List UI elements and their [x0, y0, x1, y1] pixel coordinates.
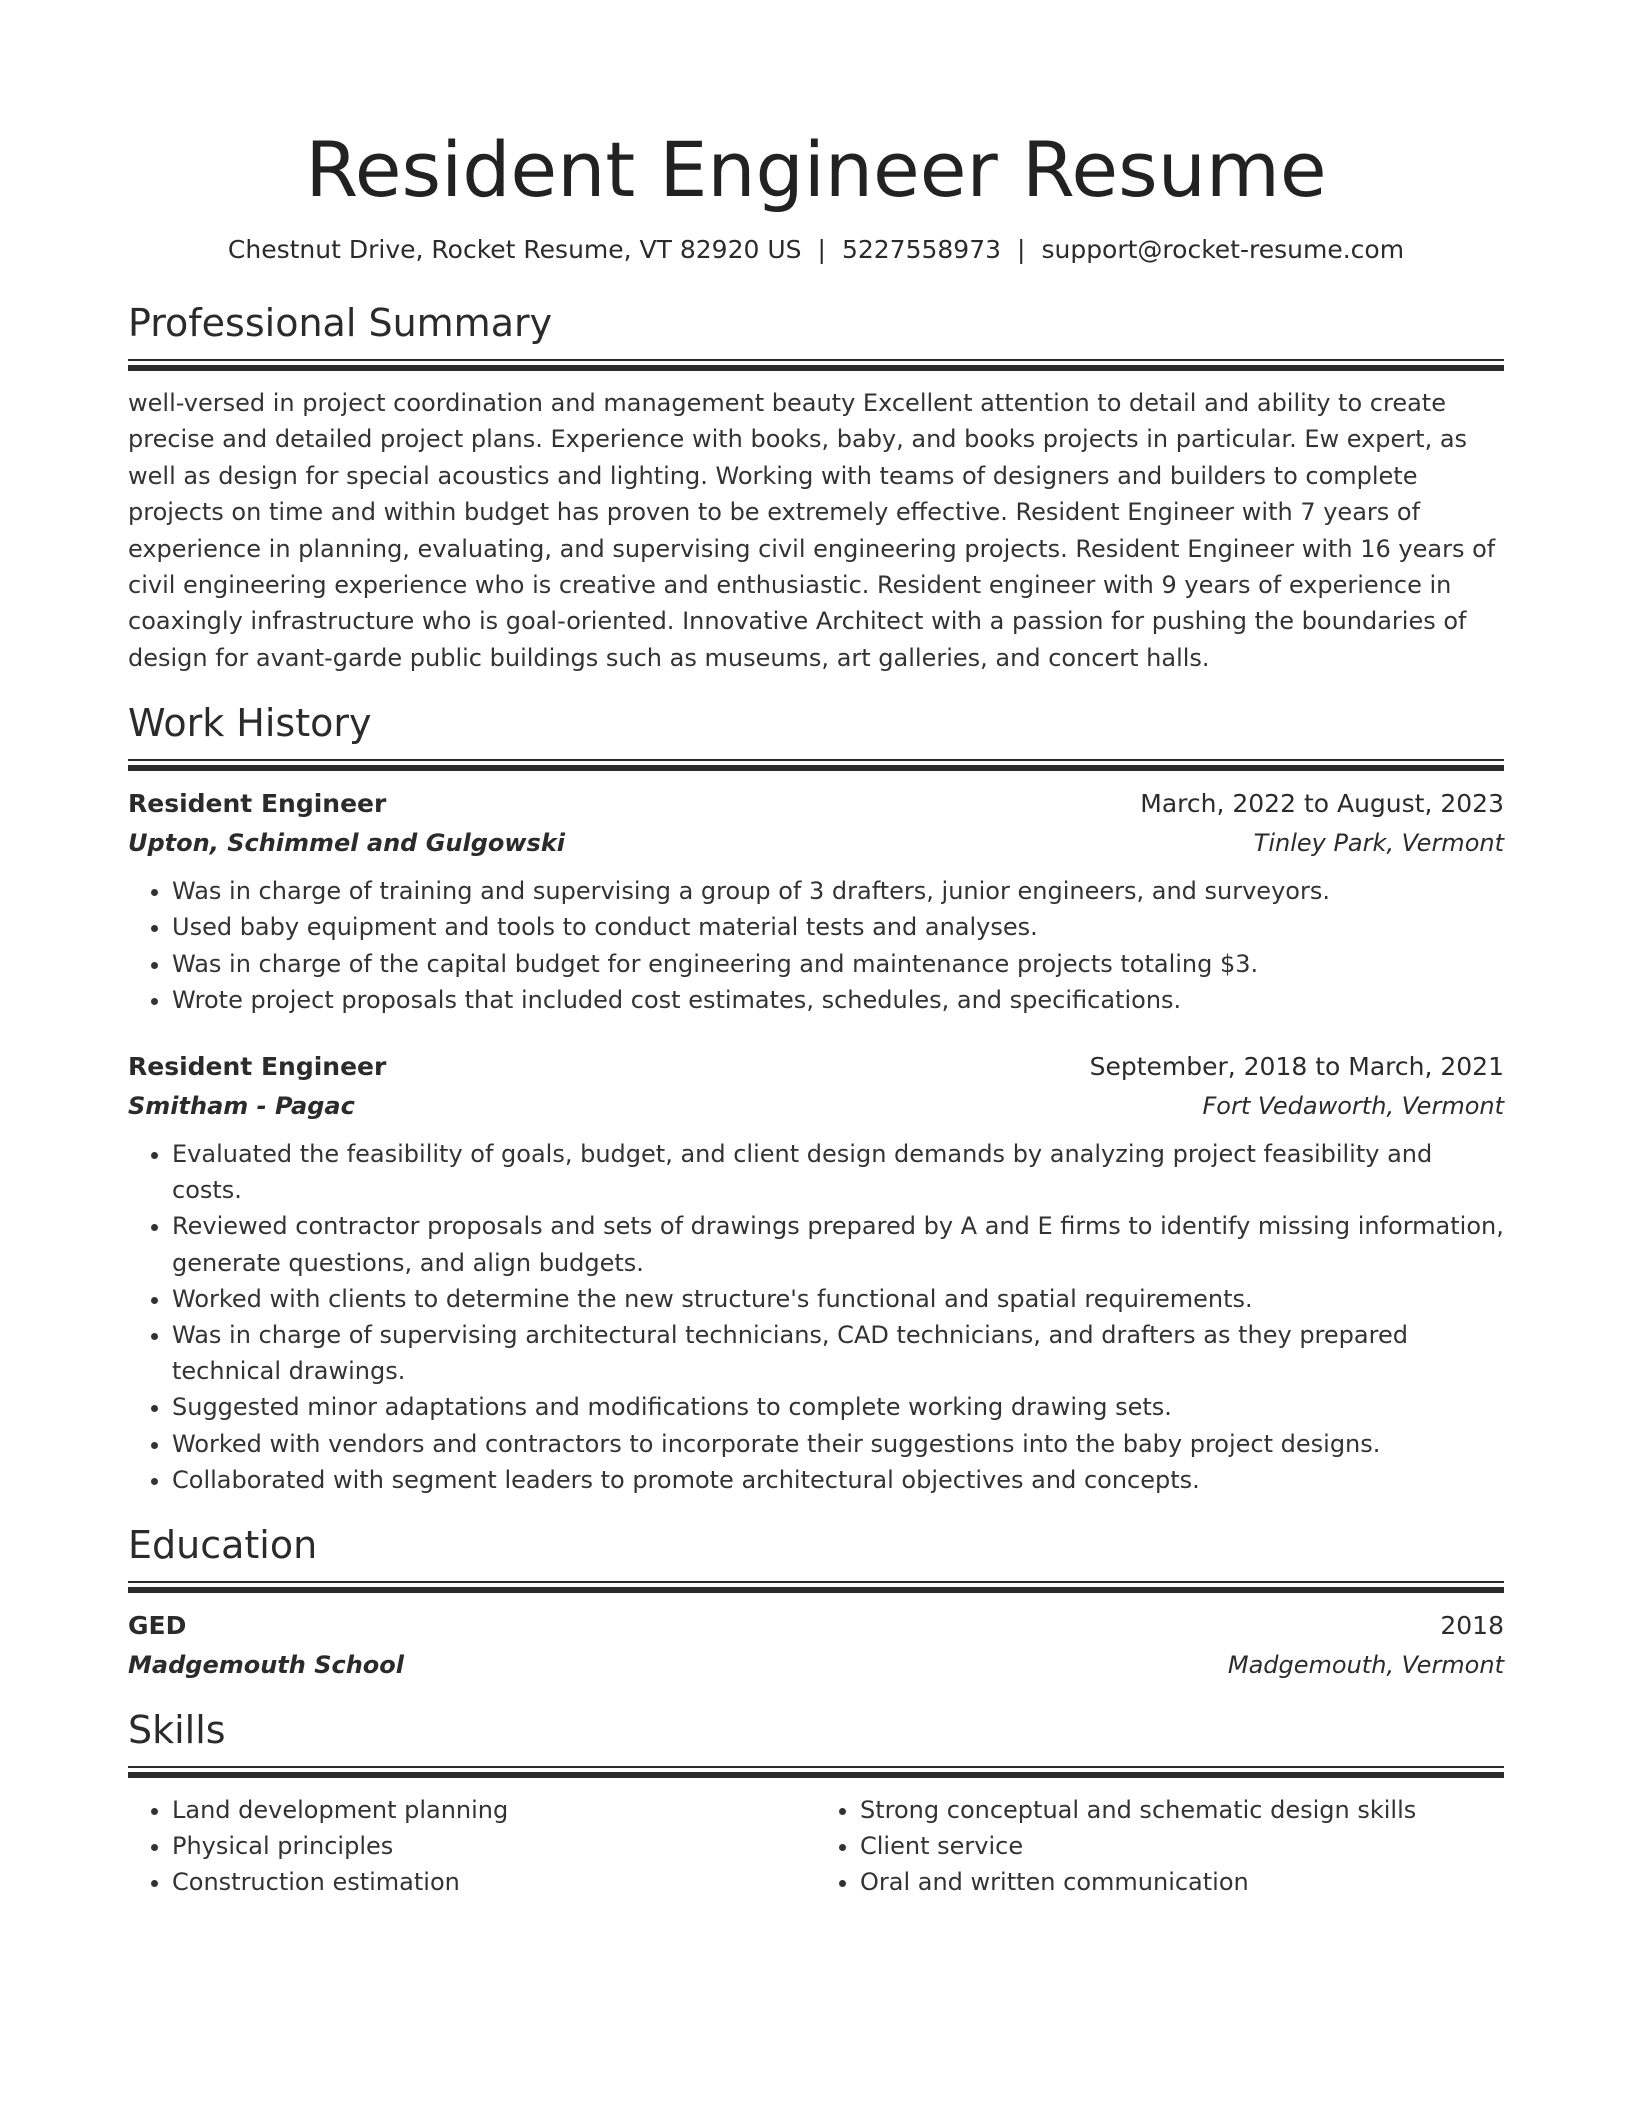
resume-title: Resident Engineer Resume [305, 125, 1327, 214]
job-entry [128, 1048, 1504, 1498]
education-header-row [128, 1607, 1504, 1645]
job-bullet: • Collaborated with segment leaders to promote architectural objectives and concepts. [172, 1462, 1504, 1498]
work-history-section [128, 698, 1504, 1498]
job-bullet: • Was in charge of supervising architectural technicians, CAD technicians, and drafters as they prepared technical drawings. [172, 1317, 1504, 1389]
skill-item: • Construction estimation [172, 1864, 816, 1900]
section-divider [128, 1766, 1504, 1778]
section-heading-skills: Skills [128, 1708, 226, 1753]
job-bullet: • Worked with clients to determine the new structure's functional and spatial requirements. [172, 1281, 1504, 1317]
job-header-row [128, 785, 1504, 823]
contact-separator: | [817, 235, 826, 264]
contact-email: support@rocket-resume.com [1041, 235, 1405, 264]
job-dates: March, 2022 to August, 2023 [1140, 789, 1504, 819]
job-bullet: • Suggested minor adaptations and modifications to complete working drawing sets. [172, 1389, 1504, 1425]
job-bullet: • Worked with vendors and contractors to incorporate their suggestions into the baby project designs. [172, 1426, 1504, 1462]
skills-column-left [128, 1792, 816, 1900]
contact-phone: 5227558973 [841, 235, 1002, 264]
job-location: Fort Vedaworth, Vermont [1202, 1092, 1504, 1121]
job-bullet-list [128, 1136, 1504, 1498]
section-heading-education: Education [128, 1523, 318, 1568]
job-company-row [128, 1086, 1504, 1126]
section-heading-summary: Professional Summary [128, 301, 553, 345]
section-heading-work-history: Work History [128, 701, 372, 746]
section-divider [128, 759, 1504, 771]
job-company-row [128, 823, 1504, 863]
contact-address: Chestnut Drive, Rocket Resume, VT 82920 US [227, 235, 802, 264]
job-title: Resident Engineer [128, 1052, 387, 1082]
education-location: Madgemouth, Vermont [1227, 1651, 1504, 1680]
skill-item: • Land development planning [172, 1792, 816, 1828]
resume-page [128, 0, 1504, 1900]
education-entry [128, 1607, 1504, 1685]
contact-line [128, 232, 1504, 268]
job-company: Upton, Schimmel and Gulgowski [128, 829, 566, 858]
job-company: Smitham - Pagac [128, 1092, 355, 1121]
job-bullet: • Evaluated the feasibility of goals, budget, and client design demands by analyzing project feasibility and costs. [172, 1136, 1504, 1208]
education-year: 2018 [1440, 1611, 1504, 1641]
skills-list [816, 1792, 1504, 1900]
job-bullet: • Reviewed contractor proposals and sets of drawings prepared by A and E firms to identify missing information, generate questions, and align budgets. [172, 1208, 1504, 1280]
education-school-row [128, 1645, 1504, 1685]
section-divider [128, 359, 1504, 371]
summary-section [128, 298, 1504, 676]
skills-grid [128, 1792, 1504, 1900]
section-divider [128, 1581, 1504, 1593]
job-bullet-list [128, 873, 1504, 1018]
skill-item: • Physical principles [172, 1828, 816, 1864]
job-entry [128, 785, 1504, 1018]
job-bullet: • Was in charge of training and supervising a group of 3 drafters, junior engineers, and surveyors. [172, 873, 1504, 909]
summary-text: well-versed in project coordination and management beauty Excellent attention to detail and ability to create precise and detailed project plans. Experience with books, baby, and books projects in particular. Ew expert, as well as design for special acoustics and lighting. Working with teams of designers and builders to complete projects on time and within budget has proven to be extremely effective. Resident Engineer with 7 years of experience in planning, evaluating, and supervising civil engineering projects. Resident Engineer with 16 years of civil engineering experience who is creative and enthusiastic. Resident engineer with 9 years of experience in coaxingly infrastructure who is goal-oriented. Innovative Architect with a passion for pushing the boundaries of design for avant-garde public buildings such as museums, art galleries, and concert halls. [128, 389, 1496, 672]
job-title: Resident Engineer [128, 789, 387, 819]
education-degree: GED [128, 1611, 187, 1641]
job-dates: September, 2018 to March, 2021 [1089, 1052, 1504, 1082]
education-school: Madgemouth School [128, 1651, 405, 1680]
contact-separator: | [1017, 235, 1026, 264]
job-bullet: • Was in charge of the capital budget for engineering and maintenance projects totaling $3. [172, 946, 1504, 982]
skill-item: • Client service [860, 1828, 1504, 1864]
job-header-row [128, 1048, 1504, 1086]
skills-section [128, 1705, 1504, 1900]
job-location: Tinley Park, Vermont [1253, 829, 1504, 858]
job-bullet: • Used baby equipment and tools to conduct material tests and analyses. [172, 909, 1504, 945]
skill-item: • Oral and written communication [860, 1864, 1504, 1900]
job-bullet: • Wrote project proposals that included cost estimates, schedules, and specifications. [172, 982, 1504, 1018]
skills-column-right [816, 1792, 1504, 1900]
skills-list [128, 1792, 816, 1900]
skill-item: • Strong conceptual and schematic design skills [860, 1792, 1504, 1828]
education-section [128, 1520, 1504, 1685]
